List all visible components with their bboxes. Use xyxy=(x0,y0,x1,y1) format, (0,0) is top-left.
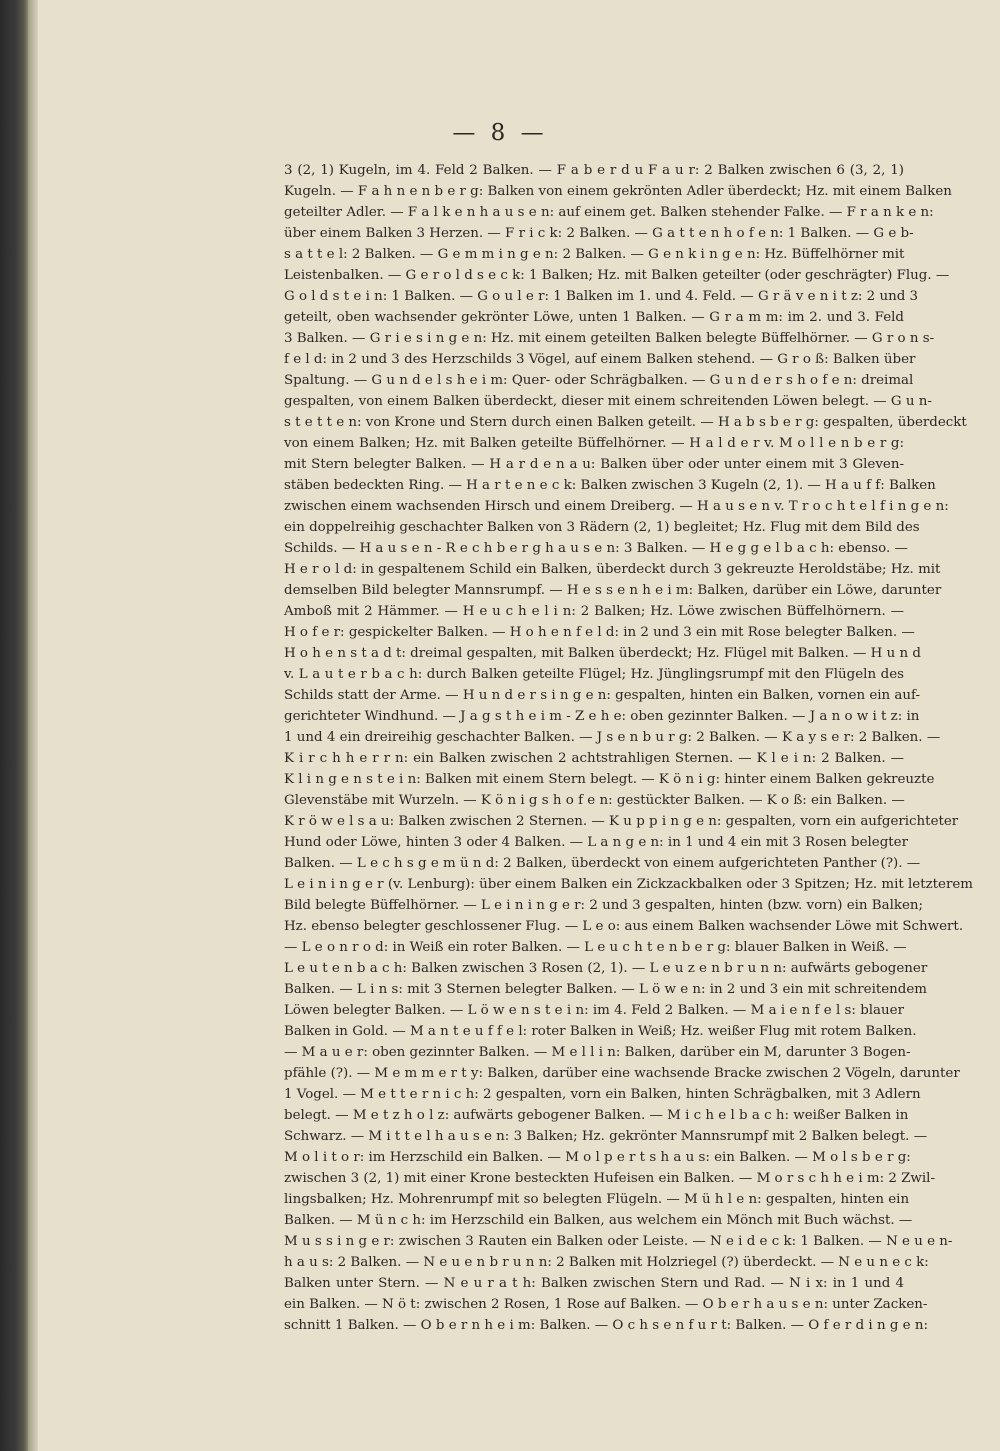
text-line: L e i n i n g e r (v. Lenburg): über einem Balken ein Zickzackbalken oder 3 Spitzen; Hz. mit letzterem xyxy=(284,877,973,892)
text-line: L e u t e n b a c h: Balken zwischen 3 Rosen (2, 1). — L e u z e n b r u n n: aufwärts gebogener xyxy=(284,961,928,976)
text-line: H e r o l d: in gespaltenem Schild ein Balken, überdeckt durch 3 gekreuzte Heroldstäbe; Hz. mit xyxy=(284,562,941,577)
text-line: Balken. — L e c h s g e m ü n d: 2 Balken, überdeckt von einem aufgerichteten Panther (?). — xyxy=(284,856,921,871)
text-line: zwischen einem wachsenden Hirsch und einem Dreiberg. — H a u s e n v. T r o c h t e l f i n g e n: xyxy=(284,499,949,514)
text-line: K r ö w e l s a u: Balken zwischen 2 Sternen. — K u p p i n g e n: gespalten, vorn ein aufgerichteter xyxy=(284,814,959,829)
text-line: — M a u e r: oben gezinnter Balken. — M e l l i n: Balken, darüber ein M, darunter 3 Bogen- xyxy=(284,1045,911,1060)
text-line: Löwen belegter Balken. — L ö w e n s t e i n: im 4. Feld 2 Balken. — M a i e n f e l s: blauer xyxy=(284,1003,904,1018)
text-line: Balken unter Stern. — N e u r a t h: Balken zwischen Stern und Rad. — N i x: in 1 und 4 xyxy=(284,1276,904,1291)
text-line: gespalten, von einem Balken überdeckt, dieser mit einem schreitenden Löwen belegt. — G u n- xyxy=(284,394,932,409)
text-line: Balken. — L i n s: mit 3 Sternen belegter Balken. — L ö w e n: in 2 und 3 ein mit schreitendem xyxy=(284,982,927,997)
binding-edge xyxy=(28,0,38,1451)
text-line: Balken in Gold. — M a n t e u f f e l: roter Balken in Weiß; Hz. weißer Flug mit rotem Balken. xyxy=(284,1024,917,1039)
text-line: Hz. ebenso belegter geschlossener Flug. — L e o: aus einem Balken wachsender Löwe mit Schwert. xyxy=(284,919,964,934)
text-line: s t e t t e n: von Krone und Stern durch einen Balken geteilt. — H a b s b e r g: gespalten, überdeckt xyxy=(284,415,967,430)
text-line: f e l d: in 2 und 3 des Herzschilds 3 Vögel, auf einem Balken stehend. — G r o ß: Balken über xyxy=(284,352,916,367)
body-text xyxy=(284,160,973,1336)
text-line: Bild belegte Büffelhörner. — L e i n i n g e r: 2 und 3 gespalten, hinten (bzw. vorn) ein Balken; xyxy=(284,898,924,913)
text-line: demselben Bild belegter Mannsrumpf. — H e s s e n h e i m: Balken, darüber ein Löwe, darunter xyxy=(284,583,942,598)
text-line: Hund oder Löwe, hinten 3 oder 4 Balken. — L a n g e n: in 1 und 4 ein mit 3 Rosen belegter xyxy=(284,835,908,850)
text-line: belegt. — M e t z h o l z: aufwärts gebogener Balken. — M i c h e l b a c h: weißer Balken in xyxy=(284,1108,909,1123)
text-line: ein Balken. — N ö t: zwischen 2 Rosen, 1 Rose auf Balken. — O b e r h a u s e n: unter Zacken- xyxy=(284,1297,928,1312)
text-line: geteilter Adler. — F a l k e n h a u s e n: auf einem get. Balken stehender Falke. — F r a n k e n: xyxy=(284,205,934,220)
text-line: h a u s: 2 Balken. — N e u e n b r u n n: 2 Balken mit Holzriegel (?) überdeckt. — N e u n e c k: xyxy=(284,1255,929,1270)
text-line: lingsbalken; Hz. Mohrenrumpf mit so belegten Flügeln. — M ü h l e n: gespalten, hinten ein xyxy=(284,1192,910,1207)
text-line: stäben bedeckten Ring. — H a r t e n e c k: Balken zwischen 3 Kugeln (2, 1). — H a u f f: Balken xyxy=(284,478,936,493)
book-binding xyxy=(0,0,28,1451)
text-line: ein doppelreihig geschachter Balken von 3 Rädern (2, 1) begleitet; Hz. Flug mit dem Bild des xyxy=(284,520,920,535)
text-line: Kugeln. — F a h n e n b e r g: Balken von einem gekrönten Adler überdeckt; Hz. mit einem Balken xyxy=(284,184,952,199)
text-line: schnitt 1 Balken. — O b e r n h e i m: Balken. — O c h s e n f u r t: Balken. — O f e r d i n g e n: xyxy=(284,1318,928,1333)
text-line: G o l d s t e i n: 1 Balken. — G o u l e r: 1 Balken im 1. und 4. Feld. — G r ä v e n i t z: 2 und 3 xyxy=(284,289,919,304)
text-line: 3 (2, 1) Kugeln, im 4. Feld 2 Balken. — F a b e r d u F a u r: 2 Balken zwischen 6 (3, 2, 1) xyxy=(284,163,904,178)
text-line: Schilds statt der Arme. — H u n d e r s i n g e n: gespalten, hinten ein Balken, vornen ein auf- xyxy=(284,688,921,703)
text-line: Glevenstäbe mit Wurzeln. — K ö n i g s h o f e n: gestückter Balken. — K o ß: ein Balken. — xyxy=(284,793,905,808)
text-line: Spaltung. — G u n d e l s h e i m: Quer- oder Schrägbalken. — G u n d e r s h o f e n: dreimal xyxy=(284,373,914,388)
text-line: v. L a u t e r b a c h: durch Balken geteilte Flügel; Hz. Jünglingsrumpf mit den Flügeln des xyxy=(284,667,904,682)
text-line: zwischen 3 (2, 1) mit einer Krone besteckten Hufeisen ein Balken. — M o r s c h h e i m: 2 Zwil- xyxy=(284,1171,935,1186)
text-line: K i r c h h e r r n: ein Balken zwischen 2 achtstrahligen Sternen. — K l e i n: 2 Balken. — xyxy=(284,751,904,766)
text-line: geteilt, oben wachsender gekrönter Löwe, unten 1 Balken. — G r a m m: im 2. und 3. Feld xyxy=(284,310,904,325)
text-line: Balken. — M ü n c h: im Herzschild ein Balken, aus welchem ein Mönch mit Buch wächst. — xyxy=(284,1213,913,1228)
text-line: über einem Balken 3 Herzen. — F r i c k: 2 Balken. — G a t t e n h o f e n: 1 Balken. — G e b- xyxy=(284,226,914,241)
text-line: M u s s i n g e r: zwischen 3 Rauten ein Balken oder Leiste. — N e i d e c k: 1 Balken. — N e u e n- xyxy=(284,1234,953,1249)
text-line: von einem Balken; Hz. mit Balken geteilte Büffelhörner. — H a l d e r v. M o l l e n b e r g: xyxy=(284,436,904,451)
text-line: pfähle (?). — M e m m e r t y: Balken, darüber eine wachsende Bracke zwischen 2 Vögeln, darunter xyxy=(284,1066,960,1081)
text-line: mit Stern belegter Balken. — H a r d e n a u: Balken über oder unter einem mit 3 Gleven- xyxy=(284,457,904,472)
text-line: — L e o n r o d: in Weiß ein roter Balken. — L e u c h t e n b e r g: blauer Balken in Weiß. — xyxy=(284,940,907,955)
text-line: Leistenbalken. — G e r o l d s e c k: 1 Balken; Hz. mit Balken geteilter (oder geschrägter) Flug. — xyxy=(284,268,950,283)
text-line: Amboß mit 2 Hämmer. — H e u c h e l i n: 2 Balken; Hz. Löwe zwischen Büffelhörnern. — xyxy=(284,604,904,619)
text-line: s a t t e l: 2 Balken. — G e m m i n g e n: 2 Balken. — G e n k i n g e n: Hz. Büffelhörner mit xyxy=(284,247,905,262)
text-line: M o l i t o r: im Herzschild ein Balken. — M o l p e r t s h a u s: ein Balken. — M o l s b e r g: xyxy=(284,1150,911,1165)
text-line: 1 Vogel. — M e t t e r n i c h: 2 gespalten, vorn ein Balken, hinten Schrägbalken, mit 3 Adlern xyxy=(284,1087,921,1102)
text-line: Schilds. — H a u s e n - R e c h b e r g h a u s e n: 3 Balken. — H e g g e l b a c h: ebenso. — xyxy=(284,541,908,556)
text-line: H o h e n s t a d t: dreimal gespalten, mit Balken überdeckt; Hz. Flügel mit Balken. — H u n d xyxy=(284,646,921,661)
text-line: 3 Balken. — G r i e s i n g e n: Hz. mit einem geteilten Balken belegte Büffelhörner. — G r o n s- xyxy=(284,331,935,346)
text-line: 1 und 4 ein dreireihig geschachter Balken. — J s e n b u r g: 2 Balken. — K a y s e r: 2 Balken. — xyxy=(284,730,941,745)
text-line: gerichteter Windhund. — J a g s t h e i m - Z e h e: oben gezinnter Balken. — J a n o w i t z: in xyxy=(284,709,920,724)
text-line: H o f e r: gespickelter Balken. — H o h e n f e l d: in 2 und 3 ein mit Rose belegter Balken. — xyxy=(284,625,915,640)
text-line: Schwarz. — M i t t e l h a u s e n: 3 Balken; Hz. gekrönter Mannsrumpf mit 2 Balken belegt. — xyxy=(284,1129,928,1144)
text-line: K l i n g e n s t e i n: Balken mit einem Stern belegt. — K ö n i g: hinter einem Balken gekreuzte xyxy=(284,772,935,787)
page-number: — 8 — xyxy=(452,120,548,146)
